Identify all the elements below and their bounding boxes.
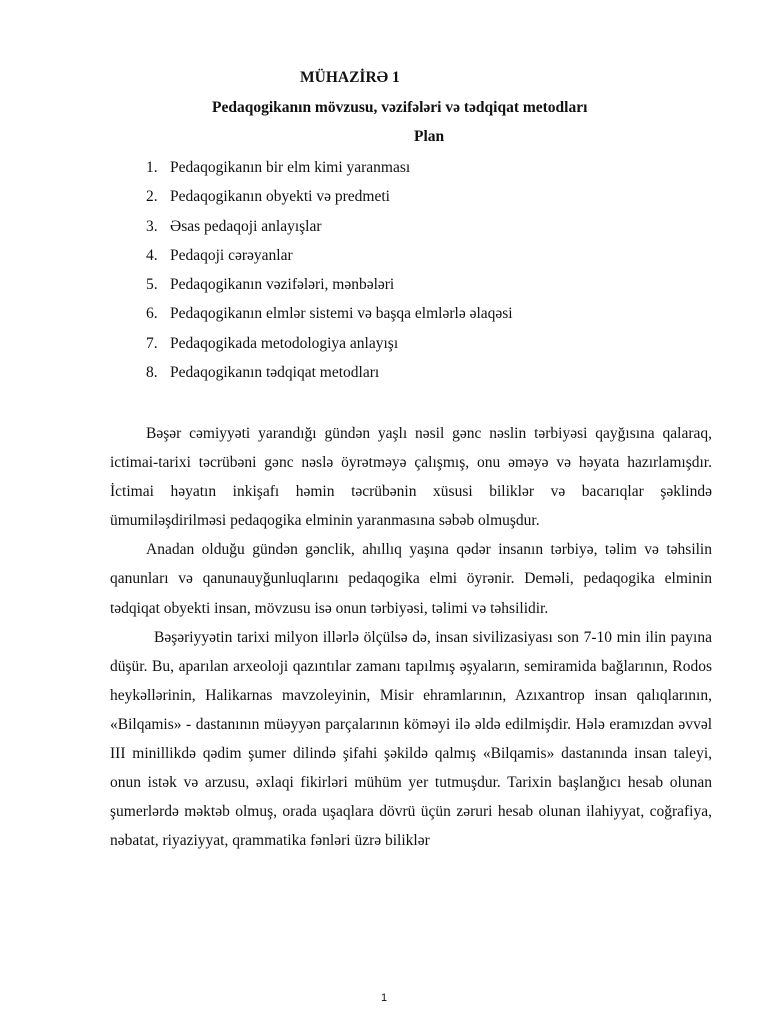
plan-item bbox=[146, 362, 513, 391]
plan-item-number: 1. bbox=[146, 159, 158, 176]
plan-item bbox=[146, 303, 513, 332]
plan-item bbox=[146, 245, 513, 274]
plan-item-number: 3. bbox=[146, 217, 158, 235]
plan-item bbox=[146, 216, 513, 245]
plan-item bbox=[146, 157, 513, 186]
paragraph: Bəşər cəmiyyəti yarandığı gündən yaşlı nəsil gənc nəslin tərbiyəsi qayğısına qalaraq, ictimai-tarixi təcrübəni gənc nəslə öyrətməyə çalışmış, onu əməyə və həyata hazırlamışdır. İctimai həyatın inkişafı həmin təcrübənin xüsusi biliklər və bacarıqlar şəklində ümumiləşdirilməsi pedaqogika elminin yaranmasına səbəb olmuşdur. bbox=[110, 425, 712, 530]
plan-item-number: 7. bbox=[146, 334, 158, 352]
body-text bbox=[110, 419, 712, 855]
plan-heading: Plan bbox=[414, 128, 445, 145]
plan-item-number: 5. bbox=[146, 276, 158, 294]
plan-item-text: Pedaqogikanın tədqiqat metodları bbox=[170, 364, 380, 382]
plan-item-text: Pedaqoji cərəyanlar bbox=[170, 246, 293, 264]
plan-item-number: 2. bbox=[146, 188, 158, 206]
plan-item bbox=[146, 274, 513, 303]
plan-list bbox=[146, 157, 513, 391]
plan-item-number: 6. bbox=[146, 305, 158, 323]
topic-title: Pedaqogikanın mövzusu, vəzifələri və tədqiqat metodları bbox=[212, 99, 588, 116]
plan-item bbox=[146, 333, 513, 362]
plan-item-number: 4. bbox=[146, 246, 158, 264]
plan-item-text: Pedaqogikanın obyekti və predmeti bbox=[170, 188, 390, 206]
plan-item-text: Pedaqogikada metodologiya anlayışı bbox=[170, 334, 399, 352]
page-number: 1 bbox=[380, 992, 388, 1004]
paragraph: Anadan olduğu gündən gənclik, ahıllıq yaşına qədər insanın tərbiyə, təlim və təhsilin qanunları və qanunauyğunluqlarını pedaqogika elmi öyrənir. Deməli, pedaqogika elminin tədqiqat obyekti insan, mövzusu isə onun tərbiyəsi, təlimi və təhsilidir. bbox=[110, 541, 712, 617]
plan-item-text: Pedaqogikanın elmlər sistemi və başqa elmlərlə əlaqəsi bbox=[170, 305, 513, 323]
lecture-title: MÜHAZİRƏ 1 bbox=[300, 69, 400, 86]
plan-item-text: Əsas pedaqoji anlayışlar bbox=[170, 217, 322, 235]
plan-item bbox=[146, 186, 513, 215]
plan-item-number: 8. bbox=[146, 364, 158, 382]
plan-item-text: Pedaqogikanın bir elm kimi yaranması bbox=[170, 159, 411, 176]
plan-item-text: Pedaqogikanın vəzifələri, mənbələri bbox=[170, 276, 395, 294]
paragraph: Bəşəriyyətin tarixi milyon illərlə ölçülsə də, insan sivilizasiyası son 7-10 min ilin payına düşür. Bu, aparılan arxeoloji qazıntılar zamanı tapılmış əşyaların, semiramida bağlarının, Rodos heykəllərinin, Halikarnas mavzoleyinin, Misir ehramlarının, Azıxantrop insan qalıqlarının, «Bilqamis» - dastanının müəyyən parçalarının köməyi ilə əldə edilmişdir. Hələ eramızdan əvvəl III minillikdə qədim şumer dilində şifahi şəkildə qalmış «Bilqamis» dastanında insan taleyi, onun istək və arzusu, əxlaqi fikirləri mühüm yer tutmuşdur. Tarixin başlanğıcı hesab olunan şumerlərdə məktəb olmuş, orada uşaqlara dövrü üçün zəruri hesab olunan ilahiyyat, coğrafiya, nəbatat, riyaziyyat, qrammatika fənləri üzrə biliklər bbox=[110, 628, 712, 850]
